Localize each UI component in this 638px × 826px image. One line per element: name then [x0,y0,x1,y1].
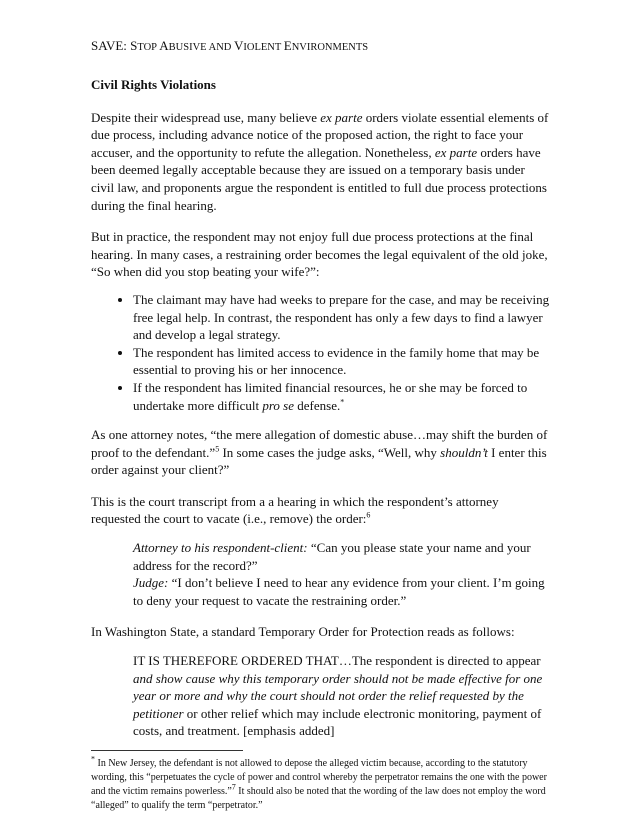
document-body [91,76,551,813]
p3-text-d: I enter this order against your client?” [91,444,547,478]
paragraph-due-process [91,109,551,215]
order-quote [133,652,551,740]
p1-text-a: Despite their widespread use, many believe [91,109,321,125]
p3-text-a: As one attorney notes, “the mere allegation of domestic abuse…may shift the burden of proof to the defendant.” [91,427,548,460]
paragraph-final-hearing: But in practice, the respondent may not enjoy full due process protections at the final hearing. In many cases, a restraining order becomes the legal equivalent of the old joke, “So when did you stop beating your wife?”: [91,229,548,280]
order-italic-b: and show cause why this temporary order should not be made effective for one year or more and why the court should not order the relief requested by the petitioner [133,670,543,721]
transcript-attorney-line [133,539,551,574]
header-word-stop: TOP [137,42,160,53]
order-text-a: IT IS THEREFORE ORDERED THAT…The respondent is directed to appear [133,653,541,669]
p4-text: This is the court transcript from a a hearing in which the respondent’s attorney requested the court to vacate (i.e., remove) the order: [91,493,499,527]
section-title: Civil Rights Violations [91,77,216,92]
p3-text-b: In some cases the judge asks, “Well, why [219,444,441,460]
running-header [91,38,368,54]
footnote-text-b: It should also be noted that the wording of the law does not employ the word “alleged” to qualify the term “perpetrator.” [91,786,546,811]
header-cap-a: A [159,38,169,53]
bullet-evidence: • The respondent has limited access to evidence in the family home that may be essential to proving his or her innocence. [133,344,551,379]
paragraph-washington: In Washington State, a standard Temporary Order for Protection reads as follows: [91,624,515,640]
transcript-judge-line [133,574,551,609]
judge-speech: “I don’t believe I need to hear any evidence from your client. I’m going to deny your request to vacate the restraining order.” [133,575,545,608]
paragraph-attorney-notes [91,426,551,479]
p1-italic-ex-parte-2: ex parte [434,144,478,160]
bullet3-text-a: If the respondent has limited financial resources, he or she may be forced to undertake more difficult [133,379,528,413]
attorney-speech: “Can you please state your name and your address for the record?” [133,540,531,573]
header-lead: SAVE: S [91,38,138,53]
bullet3-italic-pro-se: pro se [262,397,295,413]
footnote-text-a: In New Jersey, the defendant is not allowed to depose the alleged victim because, according to the statutory wording, this “perpetuates the cycle of power and control whereby the perpetrator remains the one with the power and the victim remains powerless.” [91,758,547,797]
p3-italic-shouldnt: shouldn’t [440,444,488,460]
footnote-divider [91,750,243,751]
footnote [91,754,551,813]
header-word-violent: IOLENT [243,42,284,53]
bullet-list [91,291,551,414]
paragraph-transcript-intro [91,493,551,528]
footnote-ref-5: 5 [215,444,220,454]
header-word-environments: NVIRONMENTS [291,42,369,53]
speaker-judge: Judge: [133,575,169,591]
bullet-financial [133,379,551,414]
footnote-mark: * [91,754,95,764]
bullet3-text-c: defense. [294,397,341,413]
speaker-attorney: Attorney to his respondent-client: [133,540,308,556]
header-cap-e: E [283,38,292,53]
header-word-abusive: BUSIVE AND [168,42,234,53]
footnote-ref-6: 6 [366,511,371,521]
bullet-claimant: • The claimant may have had weeks to prepare for the case, and may be receiving free legal help. In contrast, the respondent has only a few days to find a lawyer and develop a legal strategy. [133,291,551,344]
footnote-ref-star: * [340,397,345,407]
p1-italic-ex-parte-1: ex parte [320,109,363,125]
header-cap-v: V [234,38,244,53]
p1-text-c: orders violate essential elements of due process, including advance notice of the proposed action, the right to face your accuser, and the opportunity to refute the allegation. Nonetheless, [91,109,549,160]
order-text-c: or other relief which may include electronic monitoring, payment of costs, and treatment. [emphasis added] [133,705,542,739]
transcript-quote [133,539,551,609]
footnote-ref-7: 7 [231,782,236,792]
p1-text-e: orders have been deemed legally acceptable because they are issued on a temporary basis under civil law, and proponents argue the respondent is entitled to full due process protections during the final hearing. [91,144,547,213]
